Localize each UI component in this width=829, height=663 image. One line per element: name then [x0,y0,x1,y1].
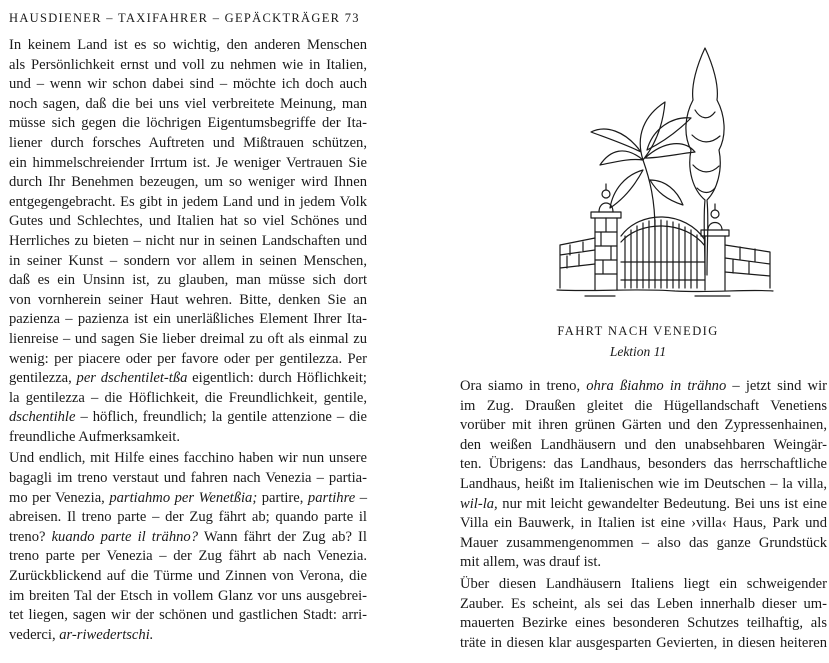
text-line [460,455,827,475]
text-line [9,310,367,330]
body-text: Zauber. Es scheint, als sei das Leben innerhalb dieser um- [460,595,827,612]
text-line [460,514,827,534]
text-line [9,389,367,409]
body-text: la gentilezza – die Höflichkeit, die Freundlichkeit, gentile, [9,389,367,406]
body-text: Herrliches zu bieten – nicht nur in seinen Landschaften und [9,232,367,249]
text-line [9,95,367,115]
body-text: freundliche Aufmerksamkeit. [9,428,181,445]
text-line [460,534,827,554]
text-line [9,626,367,646]
text-line [460,614,827,634]
body-text: bagagli im treno verstaut und fahren nach Venezia – partia- [9,470,367,487]
text-line [9,252,367,272]
text-line [9,232,367,252]
pronunciation-text: dschentihle [9,409,76,426]
body-text: müsse sich gegen die löchrigen Eigentumsbegriffe der Ita- [9,115,367,132]
text-line [460,377,827,397]
body-text: als Persönlichkeit ernst und voll zu nehmen wie in Italien, [9,56,367,73]
text-line [9,489,367,509]
body-text: – [355,489,368,506]
body-text: vederci, [9,626,60,643]
body-text: daß es ein Unsinn ist, zu glauben, man müsse sich dort [9,272,367,289]
body-text: nur mit leicht gewandelter Bedeutung. Bei uns ist eine [497,495,827,512]
body-text: Ora siamo in treno, [460,378,587,394]
villa-gate-illustration [555,40,775,300]
text-line [9,428,367,448]
text-line [9,408,367,428]
body-text: treno parte per Venezia – der Zug fährt ab nach Venezia. [9,548,367,565]
text-line [9,606,367,626]
body-text: liener durch forsches Auftreten und Mißtrauen schützen, [9,134,367,151]
body-text: Zurückblickend auf die Türme und Zinnen von Verona, die [9,568,367,585]
body-text: noch sagen, daß die bei uns viel verbreitete Meinung, man [9,95,367,112]
text-line [9,469,367,489]
text-line [9,56,367,76]
body-text: ein himmelschreiender Irrtum ist. Je weniger Vertrauen Sie [9,154,367,171]
text-line [9,75,367,95]
pronunciation-text: wil-la, [460,495,498,512]
body-text: lienreise – und sagen Sie lieber dreimal zu oft als einmal zu [9,330,367,347]
text-line [9,173,367,193]
body-text: abreisen. Il treno parte – der Zug fährt ab; quando parte il [9,509,367,526]
body-text: gentilezza, [9,370,77,387]
running-head: HAUSDIENER – TAXIFAHRER – GEPÄCKTRÄGER 73 [9,11,360,25]
pronunciation-text: partihre [307,489,356,506]
text-line [9,547,367,567]
text-line [9,291,367,311]
text-line [9,134,367,154]
body-text: im breiten Tal der Etsch in vollem Glanz vor uns ausgebrei- [9,587,367,604]
body-text: entgegengebracht. Es gibt in jedem Land und in jedem Volk [9,193,367,210]
text-line [9,508,367,528]
body-text: mauerten Bezirke eines besonderen Schutzes teilhaftig, als [460,615,827,632]
body-text: Über diesen Landhäusern Italiens liegt ein schweigender [460,575,827,592]
body-text: In keinem Land ist es so wichtig, den anderen Menschen [9,37,367,53]
body-text: ten. Übrigens: das Landhaus, besonders das herrschaftliche [460,456,827,473]
text-line [460,475,827,495]
pronunciation-text: kuando parte il trähno? [51,528,199,545]
left-body-text [9,36,367,645]
text-line [460,575,827,595]
body-text: Gutes und Schlechtes, und Italien hat so viel Schönes und [9,213,367,230]
body-text: Villa ein Bauwerk, in Italien ist eine ›villa‹ Haus, Park und [460,515,827,532]
body-text: partire, [257,489,308,506]
right-body-text [460,377,827,653]
text-line [9,36,367,56]
body-text: – jetzt sind wir [726,378,827,394]
body-text: den weißen Landhäusern und den unabsehbaren Weingär- [460,436,827,453]
text-line [9,330,367,350]
body-text: treno? [9,528,52,545]
pronunciation-text: per dschentilet-tßa [76,370,188,387]
text-line [9,271,367,291]
text-line [460,397,827,417]
text-line [460,436,827,456]
chapter-subtitle: Lektion 11 [609,344,667,359]
text-line [9,193,367,213]
text-line [460,595,827,615]
chapter-title: FAHRT NACH VENEDIG [557,324,719,338]
pronunciation-text: ar-riwedertschi. [59,626,154,643]
body-text: durch Ihr Benehmen bezeugen, um so weniger wird Ihnen [9,174,367,191]
body-text: wenig: per piacere oder per favore oder per gentilezza. Per [9,350,367,367]
body-text: im Zug. Draußen gleitet die Hügellandschaft Venetiens [460,397,827,414]
text-line [9,567,367,587]
body-text: vorüber mit ihren grünen Gärten und den Zypressenhainen, [460,417,827,434]
text-line [9,449,367,469]
pronunciation-text: partiahmo per Wenetßia; [109,489,258,506]
body-text: tet liegen, sagen wir der schönen und gastlichen Stadt: arri- [9,607,367,624]
body-text: mo per Venezia, [9,489,110,506]
text-line [9,587,367,607]
text-line [9,212,367,232]
body-text: eigentlich: durch Höflichkeit; [187,370,367,387]
body-text: und – wenn wir schon dabei sind – möchte ich doch auch [9,76,367,93]
pronunciation-text: ohra ßiahmo in trähno [586,378,727,394]
body-text: Landhaus, heißt im Italienischen wie im Deutschen – la villa, [460,475,827,492]
text-line [9,350,367,370]
left-page [0,0,372,663]
text-line [9,154,367,174]
text-line [9,369,367,389]
text-line [460,495,827,515]
body-text: von vornherein seiner Haut wehren. Bitte, denken Sie an [9,291,367,308]
text-line [9,114,367,134]
body-text: pazienza – pazienza ist ein unerläßliches Element Ihrer Ita- [9,311,367,328]
right-page [455,0,829,663]
text-line [460,553,827,573]
body-text: mit allem, was drauf ist. [460,554,602,571]
text-line [9,528,367,548]
text-line [460,416,827,436]
body-text: – höflich, freundlich; la gentile attenzione – die [75,409,367,426]
body-text: träte in diesen klar ausgesparten Gevierten, in diesen heiteren [460,634,827,651]
body-text: Und endlich, mit Hilfe eines facchino haben wir nun unsere [9,450,367,467]
text-line [460,634,827,654]
body-text: Mauer zusammengenommen – also das ganze Grundstück [460,534,827,551]
body-text: in seiner Kunst – sondern vor allem in seinen Menschen, [9,252,367,269]
body-text: Wann fährt der Zug ab? Il [198,528,367,545]
